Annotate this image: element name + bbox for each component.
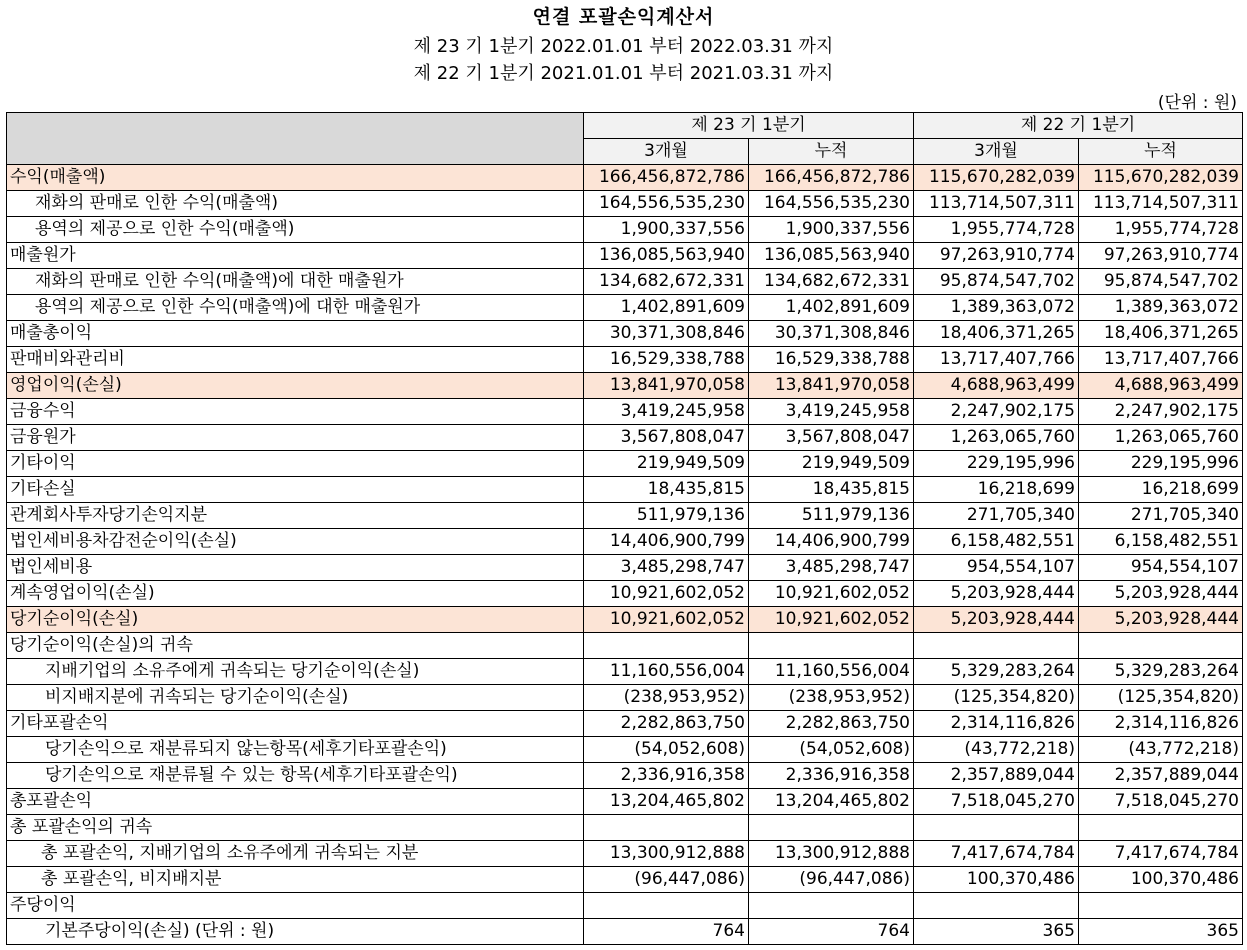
row-value: 7,518,045,270 [1079, 789, 1243, 815]
row-value: 13,300,912,888 [749, 841, 914, 867]
table-row [7, 529, 1243, 555]
row-value: 511,979,136 [749, 503, 914, 529]
row-value: 1,389,363,072 [1079, 295, 1243, 321]
row-value: 166,456,872,786 [584, 165, 749, 191]
row-label: 법인세비용 [7, 555, 584, 581]
row-label: 영업이익(손실) [7, 373, 584, 399]
row-value: 2,314,116,826 [914, 711, 1079, 737]
row-value [1079, 633, 1243, 659]
row-label: 총 포괄손익, 지배기업의 소유주에게 귀속되는 지분 [7, 841, 584, 867]
table-row [7, 711, 1243, 737]
row-value: 18,435,815 [584, 477, 749, 503]
row-label: 총 포괄손익의 귀속 [7, 815, 584, 841]
sub-header-current-cum: 누적 [749, 139, 914, 165]
group-header-prior: 제 22 기 1분기 [914, 113, 1243, 139]
row-value: 10,921,602,052 [749, 607, 914, 633]
row-value: 30,371,308,846 [584, 321, 749, 347]
row-value: 229,195,996 [1079, 451, 1243, 477]
row-value: 2,336,916,358 [749, 763, 914, 789]
row-value: 954,554,107 [1079, 555, 1243, 581]
row-value: (43,772,218) [914, 737, 1079, 763]
row-value: 136,085,563,940 [749, 243, 914, 269]
table-row [7, 347, 1243, 373]
row-value: 97,263,910,774 [1079, 243, 1243, 269]
row-label: 지배기업의 소유주에게 귀속되는 당기순이익(손실) [7, 659, 584, 685]
row-value: (238,953,952) [749, 685, 914, 711]
row-value [584, 815, 749, 841]
row-label: 수익(매출액) [7, 165, 584, 191]
table-row [7, 607, 1243, 633]
row-value: 1,389,363,072 [914, 295, 1079, 321]
row-value: 16,529,338,788 [749, 347, 914, 373]
row-value: 1,955,774,728 [1079, 217, 1243, 243]
row-value: (238,953,952) [584, 685, 749, 711]
row-value: 11,160,556,004 [584, 659, 749, 685]
table-row [7, 893, 1243, 919]
row-value [749, 633, 914, 659]
row-value: 5,203,928,444 [914, 581, 1079, 607]
row-value: 97,263,910,774 [914, 243, 1079, 269]
row-value: 1,402,891,609 [749, 295, 914, 321]
row-value: 13,717,407,766 [1079, 347, 1243, 373]
row-value: 5,203,928,444 [914, 607, 1079, 633]
row-value: 2,282,863,750 [749, 711, 914, 737]
row-value: 2,357,889,044 [914, 763, 1079, 789]
row-value [1079, 815, 1243, 841]
row-label: 금융원가 [7, 425, 584, 451]
row-label: 재화의 판매로 인한 수익(매출액) [7, 191, 584, 217]
table-row [7, 633, 1243, 659]
row-value: 16,529,338,788 [584, 347, 749, 373]
row-value: 6,158,482,551 [1079, 529, 1243, 555]
row-value: 113,714,507,311 [914, 191, 1079, 217]
row-value: 95,874,547,702 [914, 269, 1079, 295]
row-value: 13,841,970,058 [749, 373, 914, 399]
row-value: 13,841,970,058 [584, 373, 749, 399]
row-label: 금융수익 [7, 399, 584, 425]
row-value: 1,900,337,556 [584, 217, 749, 243]
table-row [7, 841, 1243, 867]
row-value: 13,204,465,802 [584, 789, 749, 815]
row-label: 매출원가 [7, 243, 584, 269]
sub-header-prior-cum: 누적 [1079, 139, 1243, 165]
row-label: 당기순이익(손실)의 귀속 [7, 633, 584, 659]
row-value: (54,052,608) [749, 737, 914, 763]
row-value [749, 815, 914, 841]
row-value: 229,195,996 [914, 451, 1079, 477]
table-row [7, 373, 1243, 399]
table-row [7, 789, 1243, 815]
row-value: 3,419,245,958 [584, 399, 749, 425]
table-row [7, 217, 1243, 243]
row-value: 100,370,486 [1079, 867, 1243, 893]
row-value: 219,949,509 [584, 451, 749, 477]
row-value: (96,447,086) [749, 867, 914, 893]
row-value: 2,357,889,044 [1079, 763, 1243, 789]
row-value [749, 893, 914, 919]
row-value: 14,406,900,799 [749, 529, 914, 555]
table-row [7, 815, 1243, 841]
row-value: 1,263,065,760 [914, 425, 1079, 451]
row-value: 113,714,507,311 [1079, 191, 1243, 217]
row-value: 3,567,808,047 [584, 425, 749, 451]
row-value: 5,203,928,444 [1079, 607, 1243, 633]
period-current: 제 23 기 1분기 2022.01.01 부터 2022.03.31 까지 [413, 36, 834, 57]
row-value: 14,406,900,799 [584, 529, 749, 555]
row-value: 271,705,340 [914, 503, 1079, 529]
row-label: 당기손익으로 재분류되지 않는항목(세후기타포괄손익) [7, 737, 584, 763]
row-value: 764 [584, 919, 749, 945]
row-value: 5,329,283,264 [914, 659, 1079, 685]
row-value: 764 [749, 919, 914, 945]
row-value: 1,900,337,556 [749, 217, 914, 243]
row-label: 관계회사투자당기손익지분 [7, 503, 584, 529]
row-label: 당기순이익(손실) [7, 607, 584, 633]
row-value [914, 893, 1079, 919]
table-row [7, 477, 1243, 503]
row-value: 4,688,963,499 [914, 373, 1079, 399]
table-row [7, 581, 1243, 607]
row-value: (125,354,820) [1079, 685, 1243, 711]
table-row [7, 919, 1243, 945]
sub-header-current-3m: 3개월 [584, 139, 749, 165]
row-value: 134,682,672,331 [584, 269, 749, 295]
row-label: 기타손실 [7, 477, 584, 503]
table-row [7, 451, 1243, 477]
row-label: 비지배지분에 귀속되는 당기순이익(손실) [7, 685, 584, 711]
table-row [7, 425, 1243, 451]
table-row [7, 295, 1243, 321]
row-value: 2,336,916,358 [584, 763, 749, 789]
row-value: 511,979,136 [584, 503, 749, 529]
table-row [7, 737, 1243, 763]
header-corner-cell [7, 113, 584, 165]
row-label: 기본주당이익(손실) (단위 : 원) [7, 919, 584, 945]
row-value: 2,247,902,175 [1079, 399, 1243, 425]
row-label: 당기손익으로 재분류될 수 있는 항목(세후기타포괄손익) [7, 763, 584, 789]
row-value: 5,203,928,444 [1079, 581, 1243, 607]
income-statement-table [6, 112, 1243, 945]
row-value [584, 633, 749, 659]
period-prior: 제 22 기 1분기 2021.01.01 부터 2021.03.31 까지 [413, 63, 834, 84]
statement-title: 연결 포괄손익계산서 [532, 6, 715, 28]
row-value: 7,518,045,270 [914, 789, 1079, 815]
row-label: 법인세비용차감전순이익(손실) [7, 529, 584, 555]
row-value: 3,485,298,747 [584, 555, 749, 581]
row-value: 219,949,509 [749, 451, 914, 477]
row-value: 3,567,808,047 [749, 425, 914, 451]
row-value: (96,447,086) [584, 867, 749, 893]
row-value: 136,085,563,940 [584, 243, 749, 269]
row-value: 6,158,482,551 [914, 529, 1079, 555]
row-value [914, 633, 1079, 659]
row-value: 2,247,902,175 [914, 399, 1079, 425]
row-value: 271,705,340 [1079, 503, 1243, 529]
row-label: 기타포괄손익 [7, 711, 584, 737]
row-value [914, 815, 1079, 841]
table-row [7, 555, 1243, 581]
row-label: 총포괄손익 [7, 789, 584, 815]
row-value: 365 [1079, 919, 1243, 945]
row-value: 1,955,774,728 [914, 217, 1079, 243]
row-label: 기타이익 [7, 451, 584, 477]
group-header-current: 제 23 기 1분기 [584, 113, 914, 139]
row-value: 100,370,486 [914, 867, 1079, 893]
table-row [7, 399, 1243, 425]
statement-header [0, 0, 1247, 112]
unit-label: (단위 : 원) [1157, 93, 1237, 113]
row-value: 10,921,602,052 [584, 581, 749, 607]
row-value: 2,314,116,826 [1079, 711, 1243, 737]
row-value: 13,717,407,766 [914, 347, 1079, 373]
row-value: 13,300,912,888 [584, 841, 749, 867]
row-value: (43,772,218) [1079, 737, 1243, 763]
row-value: 13,204,465,802 [749, 789, 914, 815]
row-value: 95,874,547,702 [1079, 269, 1243, 295]
row-value: 16,218,699 [914, 477, 1079, 503]
row-value: 30,371,308,846 [749, 321, 914, 347]
row-label: 주당이익 [7, 893, 584, 919]
row-label: 재화의 판매로 인한 수익(매출액)에 대한 매출원가 [7, 269, 584, 295]
row-value: 16,218,699 [1079, 477, 1243, 503]
row-value [584, 893, 749, 919]
table-header [7, 113, 1243, 165]
row-value: 166,456,872,786 [749, 165, 914, 191]
row-value: 134,682,672,331 [749, 269, 914, 295]
table-row [7, 243, 1243, 269]
row-value: 10,921,602,052 [749, 581, 914, 607]
row-value: 115,670,282,039 [914, 165, 1079, 191]
row-value: 1,402,891,609 [584, 295, 749, 321]
row-value: 115,670,282,039 [1079, 165, 1243, 191]
row-value: 4,688,963,499 [1079, 373, 1243, 399]
row-label: 용역의 제공으로 인한 수익(매출액) [7, 217, 584, 243]
row-label: 계속영업이익(손실) [7, 581, 584, 607]
row-value: 365 [914, 919, 1079, 945]
row-value: 954,554,107 [914, 555, 1079, 581]
row-value: 1,263,065,760 [1079, 425, 1243, 451]
row-label: 용역의 제공으로 인한 수익(매출액)에 대한 매출원가 [7, 295, 584, 321]
table-row [7, 763, 1243, 789]
row-value: 7,417,674,784 [1079, 841, 1243, 867]
table-row [7, 165, 1243, 191]
row-value: 10,921,602,052 [584, 607, 749, 633]
table-row [7, 191, 1243, 217]
row-value: 164,556,535,230 [749, 191, 914, 217]
table-row [7, 867, 1243, 893]
row-value: 164,556,535,230 [584, 191, 749, 217]
row-value: 5,329,283,264 [1079, 659, 1243, 685]
table-row [7, 685, 1243, 711]
table-row [7, 269, 1243, 295]
row-value: 18,406,371,265 [914, 321, 1079, 347]
row-label: 총 포괄손익, 비지배지분 [7, 867, 584, 893]
row-label: 판매비와관리비 [7, 347, 584, 373]
row-value [1079, 893, 1243, 919]
row-value: (54,052,608) [584, 737, 749, 763]
row-value: 3,419,245,958 [749, 399, 914, 425]
table-row [7, 659, 1243, 685]
row-value: 18,406,371,265 [1079, 321, 1243, 347]
table-row [7, 321, 1243, 347]
row-value: 3,485,298,747 [749, 555, 914, 581]
row-value: 18,435,815 [749, 477, 914, 503]
sub-header-prior-3m: 3개월 [914, 139, 1079, 165]
row-value: (125,354,820) [914, 685, 1079, 711]
row-value: 2,282,863,750 [584, 711, 749, 737]
row-value: 7,417,674,784 [914, 841, 1079, 867]
row-label: 매출총이익 [7, 321, 584, 347]
row-value: 11,160,556,004 [749, 659, 914, 685]
table-row [7, 503, 1243, 529]
table-body [7, 165, 1243, 945]
